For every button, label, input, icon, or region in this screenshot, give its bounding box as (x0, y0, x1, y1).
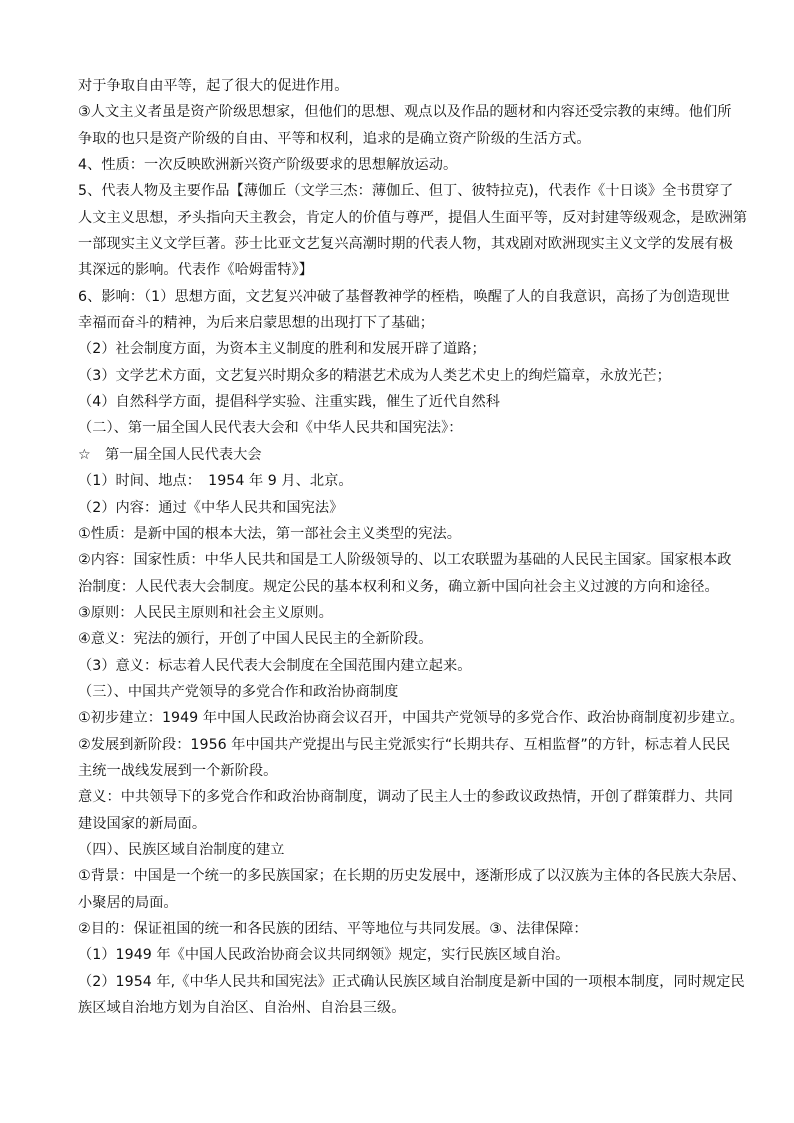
text-line: 治制度：人民代表大会制度。规定公民的基本权利和义务，确立新中国向社会主义过渡的方向和途径。 (78, 578, 719, 595)
text-line: （1）1949 年《中国人民政治协商会议共同纲领》规定，实行民族区域自治。 (78, 947, 570, 964)
text-line: 对于争取自由平等，起了很大的促进作用。 (78, 78, 349, 94)
text-line: 人文主义思想，矛头指向天主教会，肯定人的价值与尊严，提倡人生面平等，反对封建等级观念，是欧洲第 (78, 209, 748, 226)
text-line: （3）意义：标志着人民代表大会制度在全国范围内建立起来。 (78, 657, 472, 674)
text-line: 4、性质：一次反映欧洲新兴资产阶级要求的思想解放运动。 (78, 157, 458, 174)
text-line: ①初步建立：1949 年中国人民政治协商会议召开，中国共产党领导的多党合作、政治协商制度初步建立。 (78, 710, 744, 727)
text-line: 其深远的影响。代表作《哈姆雷特》】 (78, 262, 313, 279)
section-heading: （三）、中国共产党领导的多党合作和政治协商制度 (78, 683, 399, 700)
text-line: ④意义：宪法的颁行，开创了中国人民民主的全新阶段。 (78, 631, 433, 648)
document-page (78, 73, 748, 1021)
text-line: 一部现实主义文学巨著。莎士比亚文艺复兴高潮时期的代表人物，其戏剧对欧洲现实主义文学的发展有极 (78, 236, 733, 253)
text-line: ③人文主义者虽是资产阶级思想家，但他们的思想、观点以及作品的题材和内容还受宗教的束缚。他们所 (78, 104, 732, 121)
text-line: 族区域自治地方划为自治区、自治州、自治县三级。 (78, 1000, 406, 1017)
text-line: （4）自然科学方面，提倡科学实验、注重实践，催生了近代自然科 (78, 394, 500, 411)
text-line: 幸福而奋斗的精神，为后来启蒙思想的出现打下了基础； (78, 315, 434, 332)
text-line: 6、影响：（1）思想方面，文艺复兴冲破了基督教神学的桎梏，唤醒了人的自我意识，高扬了为创造现世 (78, 288, 730, 305)
text-line: （1）时间、地点： 1954 年 9 月、北京。 (78, 473, 353, 490)
text-line: （2）内容：通过《中华人民共和国宪法》 (78, 499, 344, 516)
text-line: 建设国家的新局面。 (78, 815, 207, 832)
text-line: 意义：中共领导下的多党合作和政治协商制度，调动了民主人士的参政议政热情，开创了群策群力、共同 (78, 789, 733, 806)
text-line: 主统一战线发展到一个新阶段。 (78, 762, 278, 779)
text-line: ②内容：国家性质：中华人民共和国是工人阶级领导的、以工农联盟为基础的人民民主国家。国家根本政 (78, 552, 732, 569)
text-line: 争取的也只是资产阶级的自由、平等和权利，追求的是确立资产阶级的生活方式。 (78, 130, 591, 147)
text-line: 小聚居的局面。 (78, 894, 178, 911)
text-line: （2）社会制度方面，为资本主义制度的胜利和发展开辟了道路； (78, 341, 486, 358)
text-line: 5、代表人物及主要作品【薄伽丘（文学三杰：薄伽丘、但丁、彼特拉克)，代表作《十日谈》全书贯穿了 (78, 183, 734, 200)
text-line: （2）1954 年,《中华人民共和国宪法》正式确认民族区域自治制度是新中国的一项根本制度，同时规定民 (78, 973, 745, 990)
subsection-heading: ☆ 第一届全国人民代表大会 (78, 446, 262, 463)
section-heading: （四）、民族区域自治制度的建立 (78, 841, 285, 858)
text-line: ③原则：人民民主原则和社会主义原则。 (78, 604, 333, 621)
text-line: ②发展到新阶段：1956 年中国共产党提出与民主党派实行“长期共存、互相监督”的方针，标志着人民民 (78, 736, 731, 753)
text-line: ①背景：中国是一个统一的多民族国家；在长期的历史发展中，逐渐形成了以汉族为主体的各民族大杂居、 (78, 868, 746, 885)
text-line: ①性质：是新中国的根本大法，第一部社会主义类型的宪法。 (78, 525, 461, 542)
section-heading: （二）、第一届全国人民代表大会和《中华人民共和国宪法》： (78, 420, 463, 437)
text-line: ②目的：保证祖国的统一和各民族的团结、平等地位与共同发展。③、法律保障： (78, 921, 588, 937)
text-line: （3）文学艺术方面，文艺复兴时期众多的精湛艺术成为人类艺术史上的绚烂篇章，永放光芒； (78, 367, 671, 384)
